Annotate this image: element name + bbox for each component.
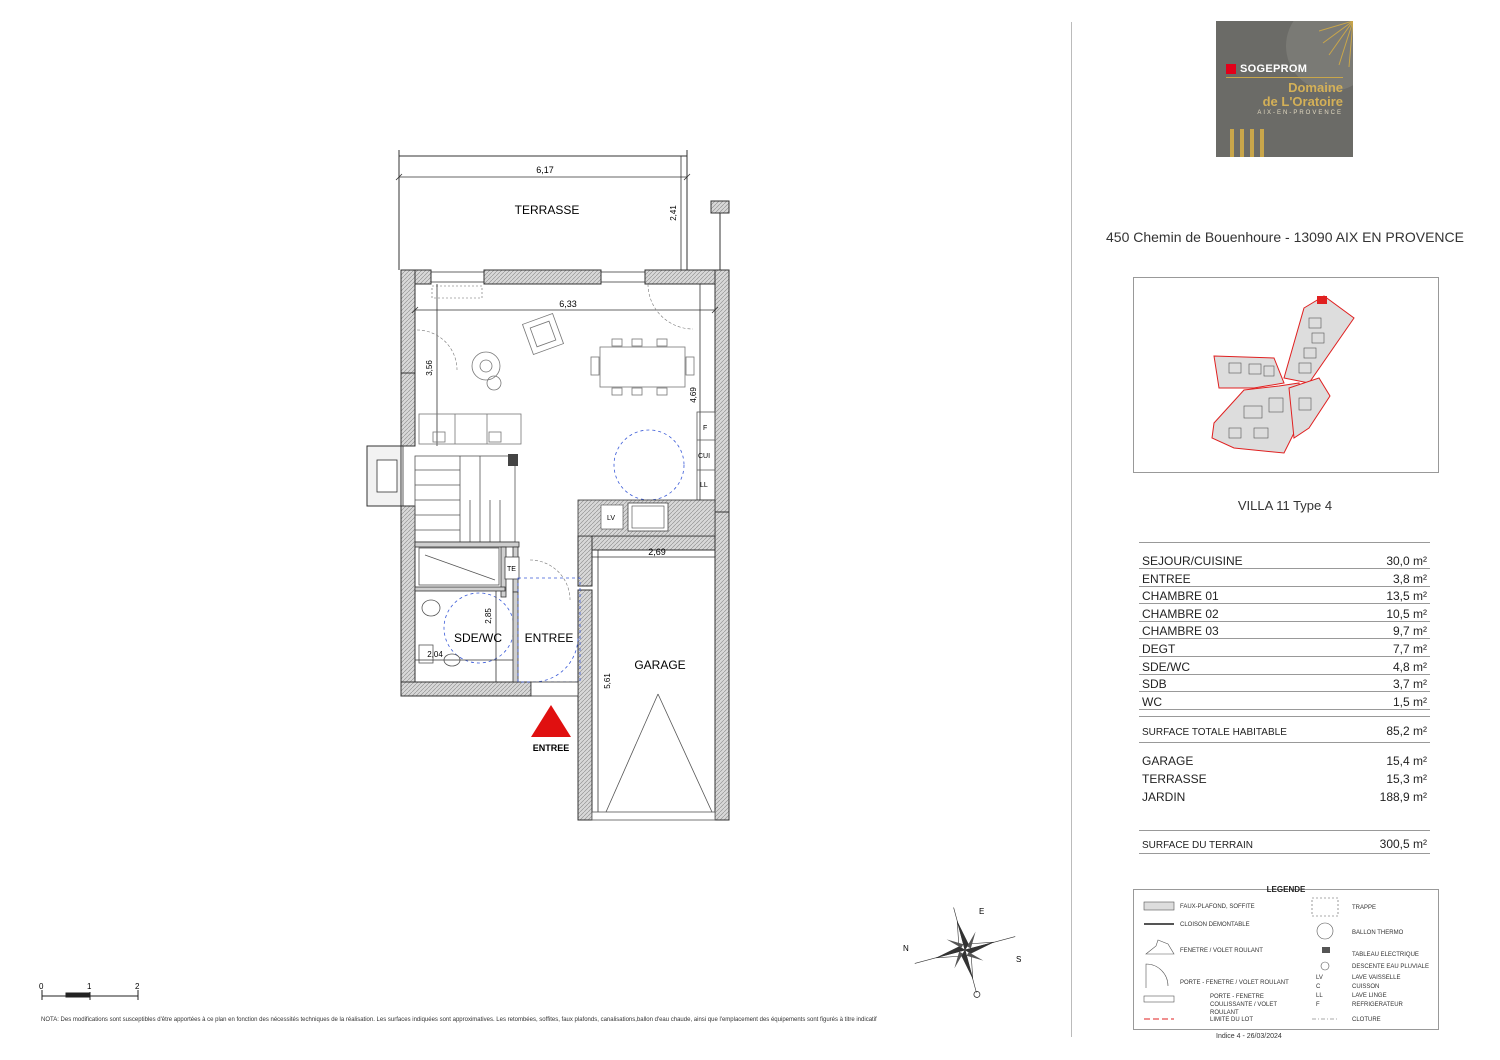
label-lv: LV bbox=[606, 515, 616, 522]
brand-logo bbox=[1216, 21, 1353, 157]
room-row bbox=[1139, 657, 1430, 675]
living-width-label: 6,33 bbox=[559, 299, 577, 309]
sde-width-label: 2,04 bbox=[427, 650, 443, 659]
scale-bar bbox=[42, 990, 138, 1000]
label-f: F bbox=[703, 425, 708, 432]
kitchen-counter bbox=[578, 500, 715, 536]
room-row bbox=[1139, 639, 1430, 657]
shower bbox=[419, 548, 499, 585]
address: 450 Chemin de Bouenhoure - 13090 AIX EN PROVENCE bbox=[1106, 229, 1464, 245]
annex-name: TERRASSE bbox=[1142, 772, 1207, 786]
sofa bbox=[419, 414, 521, 444]
room-area: 9,7 m² bbox=[1392, 624, 1427, 639]
room-area: 30,0 m² bbox=[1386, 554, 1427, 568]
room-area: 3,7 m² bbox=[1392, 677, 1427, 692]
room-name: CHAMBRE 01 bbox=[1142, 589, 1219, 604]
site-key-map bbox=[1133, 277, 1439, 473]
terrain-row: SURFACE DU TERRAIN 300,5 m² bbox=[1142, 837, 1427, 851]
table-top-rule bbox=[1139, 542, 1430, 543]
annex-area: 15,4 m² bbox=[1386, 754, 1427, 768]
room-name: WC bbox=[1142, 694, 1162, 709]
room-row bbox=[1139, 551, 1430, 569]
entree-label: ENTREE bbox=[524, 631, 574, 645]
disclaimer-note: NOTA: Des modifications sont susceptibles d'être apportées à ce plan en fonction des nécessités techniques de la réalisation. Les surfaces indiquées sont approximatives. Les retombées, soffites, faux plafonds, canalisations,ballon d'eau chaude, ainsi que l'emplacement des équipements sont figurés à titre indicatif bbox=[41, 1017, 877, 1023]
compass-rose-icon bbox=[903, 894, 1028, 1011]
partition-walls bbox=[415, 542, 519, 597]
room-row bbox=[1139, 674, 1430, 692]
brand-name: SOGEPROM bbox=[1240, 63, 1308, 75]
living-right-label: 4,69 bbox=[689, 387, 698, 403]
room-row bbox=[1139, 604, 1430, 622]
room-row bbox=[1139, 569, 1430, 587]
room-area: 3,8 m² bbox=[1392, 571, 1427, 586]
room-row bbox=[1139, 621, 1430, 639]
logo-line3: AIX-EN-PROVENCE bbox=[1257, 110, 1343, 116]
compass-e: E bbox=[979, 907, 985, 916]
annex-row bbox=[1139, 751, 1430, 768]
room-area: 1,5 m² bbox=[1392, 694, 1427, 709]
room-name: SDE/WC bbox=[1142, 659, 1190, 674]
scale-1: 1 bbox=[87, 982, 92, 991]
living-left-label: 3,56 bbox=[425, 360, 434, 376]
room-area: 13,5 m² bbox=[1386, 589, 1427, 604]
terrace-width-label: 6,17 bbox=[536, 165, 554, 175]
label-cui: CUI bbox=[698, 453, 711, 460]
villa-title: VILLA 11 Type 4 bbox=[1237, 498, 1333, 513]
dining-table bbox=[591, 339, 694, 395]
garage-width-label: 2,69 bbox=[648, 547, 666, 557]
room-name: SEJOUR/CUISINE bbox=[1142, 554, 1243, 568]
annex-area: 15,3 m² bbox=[1386, 772, 1427, 786]
annex-row bbox=[1139, 769, 1430, 786]
entry-arrow-icon bbox=[531, 705, 571, 737]
revision-index: Indice 4 - 26/03/2024 bbox=[1216, 1033, 1282, 1040]
compass-s: S bbox=[1016, 955, 1022, 964]
annex-name: GARAGE bbox=[1142, 754, 1194, 768]
scale-2: 2 bbox=[135, 982, 140, 991]
room-area: 7,7 m² bbox=[1392, 642, 1427, 656]
legend-box: LEGENDE FAUX-PLAFOND, SOFFITE CLOISON DEMONTABLE FENETRE / VOLET ROULANT PORTE - FENETRE / VOLET ROULANT PORTE - FENETRE COULISSANTE / VOLET ROULANT LIMITE DU LOT TRAPPE BALLON THERMO TABLEAU ELECTRIQUE DESCENTE EAU PLUVIALE LAVE VAISSELLE CUISSON LAVE LINGE REFRIGERATEUR CLOTURE LV C LL F bbox=[1133, 889, 1439, 1030]
room-name: ENTREE bbox=[1142, 571, 1191, 586]
windows bbox=[403, 272, 645, 506]
total-habitable-row: SURFACE TOTALE HABITABLE 85,2 m² bbox=[1142, 724, 1427, 738]
room-name: CHAMBRE 02 bbox=[1142, 606, 1219, 621]
terrace-label: TERRASSE bbox=[514, 203, 580, 217]
sde-label: SDE/WC bbox=[454, 631, 502, 645]
garage-depth-label: 5,61 bbox=[603, 673, 612, 689]
room-area: 10,5 m² bbox=[1386, 606, 1427, 621]
annex-name: JARDIN bbox=[1142, 790, 1186, 804]
compass-n: N bbox=[903, 944, 909, 953]
panel-divider bbox=[1071, 22, 1072, 1037]
annex-row bbox=[1139, 787, 1430, 804]
room-name: DEGT bbox=[1142, 642, 1176, 656]
coffee-table bbox=[472, 352, 501, 390]
annex-area: 188,9 m² bbox=[1379, 790, 1427, 804]
room-row bbox=[1139, 692, 1430, 710]
logo-line1: Domaine bbox=[1288, 80, 1343, 95]
scale-0: 0 bbox=[39, 982, 44, 991]
room-row bbox=[1139, 586, 1430, 604]
garage-label: GARAGE bbox=[634, 658, 686, 672]
logo-line2: de L'Oratoire bbox=[1262, 94, 1343, 109]
terrace-depth-label: 2,41 bbox=[669, 205, 678, 221]
sde-depth-label: 2,85 bbox=[484, 608, 493, 624]
room-area: 4,8 m² bbox=[1392, 659, 1427, 674]
room-name: CHAMBRE 03 bbox=[1142, 624, 1219, 639]
room-name: SDB bbox=[1142, 677, 1167, 692]
armchair bbox=[522, 313, 563, 354]
entry-marker-label: ENTREE bbox=[532, 743, 570, 753]
label-te: TE bbox=[507, 566, 516, 573]
legend-title: LEGENDE bbox=[1266, 885, 1306, 894]
garage-door bbox=[592, 694, 715, 820]
staircase bbox=[415, 456, 515, 542]
label-ll: LL bbox=[700, 482, 708, 489]
